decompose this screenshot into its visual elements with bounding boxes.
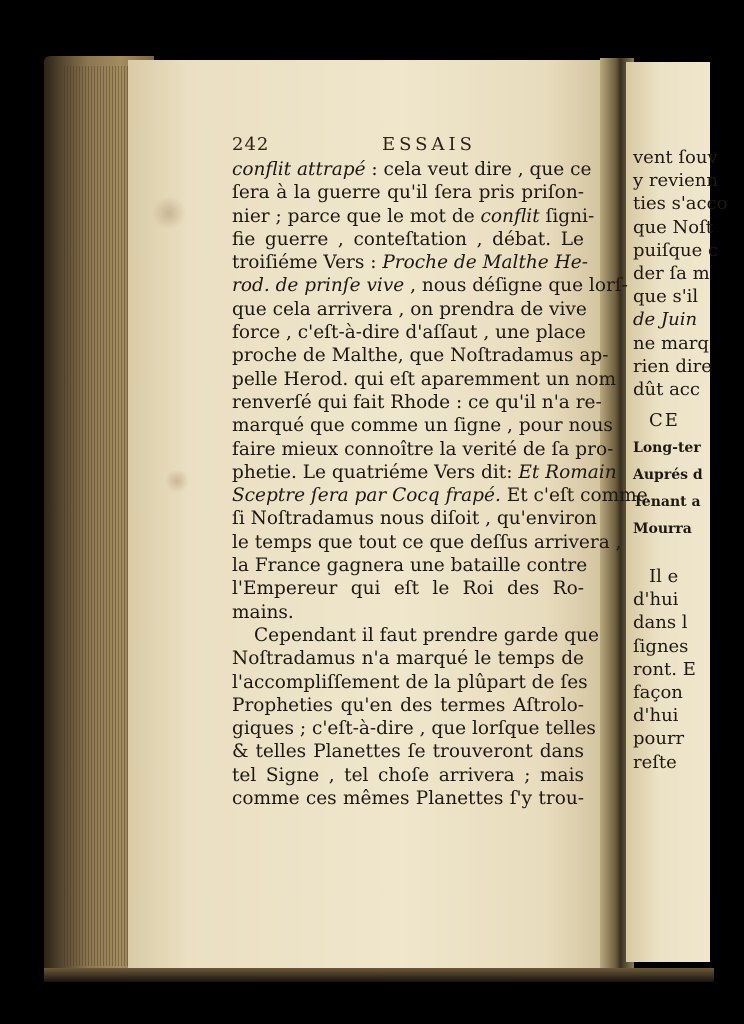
text-line [232,740,584,763]
text-run: phetie. Le quatriéme Vers dit: [232,461,519,483]
text-line [232,531,622,554]
text-line: de Juin [633,309,698,331]
text-line [232,461,617,484]
text-run: marqué que comme un ſigne , pour nous [232,415,613,437]
text-run: l'Empereur qui eſt le Roi des Ro- [232,578,584,600]
text-line: Mourra [633,521,692,538]
text-line [232,414,613,437]
text-run: Noſtradamus n'a marqué le temps de [232,648,584,670]
text-line: CE [649,410,680,432]
text-line: dans l [633,612,688,634]
text-line [232,438,614,461]
text-line [232,228,584,251]
text-run: ſi Noſtradamus nous diſoit , qu'environ [232,508,597,530]
left-page-text [232,158,648,810]
text-line: ties s'acco [633,193,728,215]
italic-text: conflit [480,205,540,227]
text-line: dût acc [633,378,700,400]
text-run: Et c'eſt comme [500,485,648,507]
text-run: ſigni- [539,205,595,227]
text-line: d'hui [633,589,679,611]
text-line: d'hui [633,705,679,727]
text-line: Tenant a [633,494,701,511]
text-line [232,251,588,274]
text-line: ne marq [633,332,709,354]
text-run: ſera à la guerre qu'il ſera pris priſon- [232,182,584,204]
text-run: nier ; parce que le mot de [232,205,481,227]
text-line: que Noſt [633,216,713,238]
text-line: façon [633,682,683,703]
text-line: Il e [649,566,679,588]
text-line [232,507,597,530]
text-line: ſignes [633,635,689,657]
italic-text: Et Romain [518,461,617,483]
right-page-text [633,146,744,774]
text-line [232,624,599,647]
text-line [232,601,584,624]
text-line [232,764,584,787]
text-line [232,205,595,228]
text-line [232,647,584,670]
text-line [232,717,596,740]
text-line [232,554,588,577]
text-run: , nous déſigne que lorſ- [404,275,628,297]
text-line [232,181,584,204]
text-line [232,694,584,717]
italic-text: Sceptre ſera par Cocq frapé. [232,485,501,507]
text-line: rien dire [633,355,712,377]
text-run: pelle Herod. qui eſt aparemment un nom [232,368,617,390]
text-run: : cela veut dire , que ce [365,159,592,180]
text-line [232,671,588,694]
text-line [232,344,609,367]
text-line [232,321,584,344]
italic-text: rod. de prinſe vive [232,275,405,297]
text-line: y revienn [633,170,718,192]
text-line: Long-ter [633,440,701,457]
text-line [232,274,628,297]
running-title: ESSAIS [382,134,476,155]
text-line: pourr [633,728,685,750]
text-run: Propheties qu'en des termes Aſtrolo- [232,694,584,716]
text-run: & telles Planettes ſe trouveront dans [232,741,584,763]
text-run: mains. [232,601,294,623]
paper-stain [152,196,186,230]
page-edges [64,66,136,966]
text-line: ront. E [633,658,696,680]
text-line [232,787,584,810]
book-bottom-edge [44,968,714,982]
text-run: renverſé qui fait Rhode : ce qu'il n'a re- [232,391,602,413]
text-run: comme ces mêmes Planettes ſ'y trou- [232,788,584,810]
text-run: Cependant il faut prendre garde que [254,624,599,646]
text-run: la France gagnera une bataille contre [232,555,588,577]
text-run: tel Signe , tel choſe arrivera ; mais [232,764,584,786]
text-line: reſte [633,751,677,773]
text-run: fie guerre , conteſtation , débat. Le [232,228,584,250]
text-line [232,577,584,600]
text-run: force , c'eſt-à-dire d'aſſaut , une place [232,322,586,344]
text-run: giques ; c'eſt-à-dire , que lorſque telles [232,718,596,740]
text-line: puiſque c [633,239,719,261]
text-run: troiſiéme Vers : [232,252,383,274]
text-line [232,158,592,181]
text-line [232,368,617,391]
text-line [232,391,602,414]
text-line: Auprés d [633,467,703,484]
text-line: que s'il [633,286,699,308]
text-run: faire mieux connoître la verité de ſa pro- [232,438,614,460]
text-run: proche de Malthe, que Noſtradamus ap- [232,345,609,367]
paper-stain [164,470,190,492]
page-number: 242 [232,134,270,155]
italic-text: conflit attrapé [232,159,366,180]
text-run: le temps que tout ce que deſſus arrivera , [232,531,622,553]
text-run: que cela arrivera , on prendra de vive [232,298,587,320]
text-line [232,484,648,507]
text-line: vent ſouv [633,147,718,168]
text-run: l'accompliſſement de la plûpart de ſes [232,671,588,693]
page-header [232,134,592,160]
italic-text: Proche de Malthe He- [382,252,588,274]
text-line: der ſa m [633,262,710,284]
text-line [232,298,587,321]
